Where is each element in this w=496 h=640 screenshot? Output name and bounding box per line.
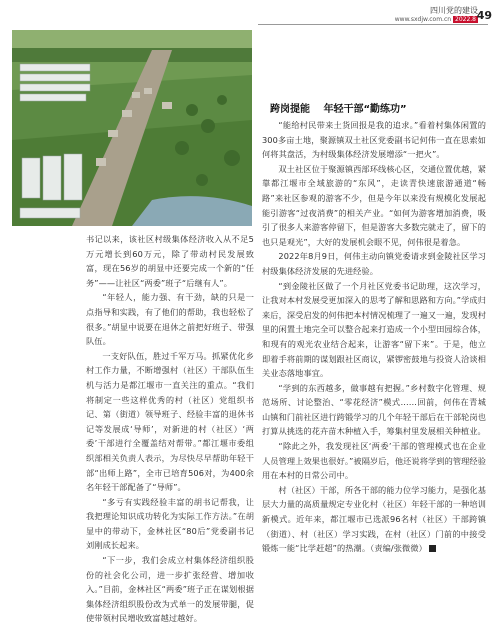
title-part-2: 年轻干部“勤练功” <box>323 104 407 115</box>
paragraph-text: 村（社区）干部，所各干部的能力位学习能力，是强化基层大力量的高质量规定专业化村（社区）年轻干部的一种培训新模式。近年来，都江堰市已选派96名村（社区）干部跨镇（街道）、村（社区）学习实践，在村（社区）门前的中接受锻炼一能“比学赶超”的热潮。（责编/张微微） <box>262 484 486 554</box>
magazine-name: 四川党的建设 <box>430 6 478 15</box>
paragraph: 双土社区位于聚源镇西部环线核心区，交通位置优越，紧靠都江堰市全域旅游的“东风”，走读青快速旅游通道“畅路”来社区参观的游客不少，但是今年以来没有规模化发展起能引游客“过夜消费”的相关产业。“如何为游客增加消费，吸引了很多人来游客停留下，但是游客大多数完就走了，留下的也只是观光”，大好的发展机会眼不见，何伟很是着急。 <box>262 163 486 247</box>
page-number: 49 <box>476 9 492 22</box>
paragraph: 一支好队伍，胜过千军万马。抓紧优化乡村工作力量，不断增强村（社区）干部队伍生机与活力是都江堰市一直关注的重点。“我们将制定一些这样优秀的村（社区）党组织书记、第（街道）领导班子、经验丰富的退休书记等发展成‘导师’，对新进的村（社区）‘两委’干部进行全覆盖结对帮带。”都江堰市委组织部相关负责人表示，为尽快尽早帮助年轻干部“出师上路”，全市已培育506对，为400余名年轻干部配备了“导师”。 <box>86 350 254 493</box>
paragraph: “下一步，我们会成立村集体经济组织股份的社会化公司，进一步扩张经营、增加收入。”目前，金林社区“两委”班子正在谋划根据集体经济组织股份改为式单一的发展带腿，促使带领村民增收致富越过越好。 <box>86 555 254 624</box>
paragraph: “学到的东西越多，做事越有把握。”乡村数字化管理、规范场所、讨论整治、“零花经济”模式……回前，何伟在青城山镇和门前社区进行跨锻学习的几个年轻干部后在干部轮岗也打算从挑选的花卉苗木种植入手，筹集村里发展相关种植业。 <box>262 382 486 437</box>
header-divider <box>258 24 488 25</box>
issue-tag: 2022.8 <box>455 16 476 23</box>
aerial-photo-illustration <box>12 30 252 226</box>
url-text: www.sxdjw.com.cn <box>394 16 452 23</box>
end-of-article-mark <box>429 545 436 552</box>
paragraph: “年轻人，能力强、有干劲，缺的只是一点指导和实践，有了他们的帮助，我也轻松了很多。”胡显中说要在退休之前把好班子、带强队伍。 <box>86 292 254 347</box>
article-title <box>270 100 480 115</box>
right-text-column <box>262 118 486 556</box>
paragraph: “多亏有实践经验丰富的胡书记帮我，让我把理论知识成功转化为实际工作方法。”在胡显中的带动下，金林社区“80后”党委副书记刘刚成长起来。 <box>86 496 254 551</box>
title-part-1: 跨岗提能 <box>270 104 310 115</box>
paragraph-last <box>262 483 486 556</box>
paragraph: “能给村民带来土货回报是我的追求。”看着村集体闲置的300多亩土地，聚源镇双土社区党委副书记何伟一直在思索如何将其盘活，为村级集体经济发展增添“一把火”。 <box>262 120 486 160</box>
aerial-village-photo <box>12 30 252 226</box>
paragraph-continued: 书记以来，该社区村级集体经济收入从不足5万元增长到60万元，除了带动村民发展致富，现在56岁的胡显中还要完成一个新的“任务”——让社区“两委”班子“后继有人”。 <box>86 234 254 288</box>
left-text-column <box>86 232 254 626</box>
paragraph: “到金陵社区做了一个月社区党委书记助理，这次学习，让我对本村发展受更加深入的思考了解和思路和方向。”学成归来后，深受启发的何伟把本村情况梳理了一遍又一遍，发现村里的闲置土地完全可以整合起来打造成一个小型田园综合体，和现有的观光农业结合起来，让游客“留下来”。于是，他立即着手将前期的谋划跟社区商议，紧锣密鼓地与投资人洽谈相关业态落地事宜。 <box>262 280 487 379</box>
magazine-url <box>395 16 478 24</box>
paragraph: “除此之外，我发现社区‘两委’干部的管理模式也在企业人员管理上效果也很好。”被隔岁后，他还说将学到的管理经验用在本村的日常公司中。 <box>262 441 487 481</box>
paragraph: 2022年8月9日，何伟主动向镇党委请求到金陵社区学习村级集体经济发展的先进经验。 <box>262 251 486 276</box>
magazine-header <box>395 6 478 24</box>
